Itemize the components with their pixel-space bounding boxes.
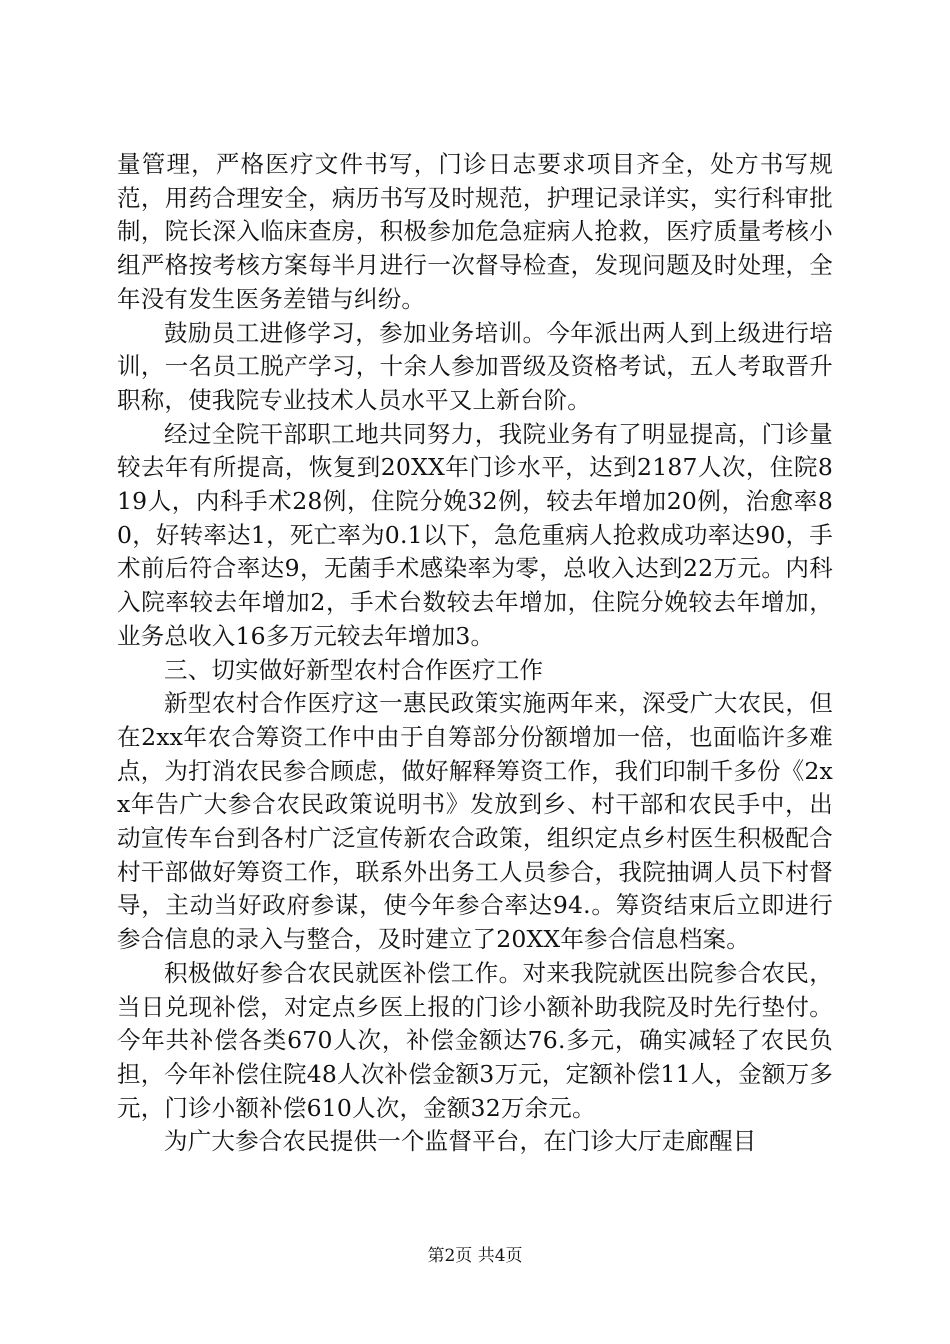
- page-number-footer: 第2页 共4页: [427, 1246, 523, 1266]
- paragraph-compensation-work: 积极做好参合农民就医补偿工作。对来我院就医出院参合农民，当日兑现补偿，对定点乡医上报的门诊小额补助我院及时先行垫付。今年共补偿各类670人次，补偿金额达76.多元，确实减轻了农民负担，今年补偿住院48人次补偿金额3万元，定额补偿11人，金额万多元，门诊小额补偿610人次，金额32万余元。: [117, 958, 833, 1122]
- paragraph-fundraising-work: 新型农村合作医疗这一惠民政策实施两年来，深受广大农民，但在2xx年农合筹资工作中由于自筹部分份额增加一倍，也面临许多难点，为打消农民参合顾虑，做好解释筹资工作，我们印制千多份《2xx年告广大参合农民政策说明书》发放到乡、村干部和农民手中，出动宣传车台到各村广泛宣传新农合政策，组织定点乡村医生积极配合村干部做好筹资工作，联系外出务工人员参合，我院抽调人员下村督导，主动当好政府参谋，使今年参合率达94.。筹资结束后立即进行参合信息的录入与整合，及时建立了20XX年参合信息档案。: [117, 689, 833, 954]
- document-body: [117, 148, 833, 1159]
- paragraph-business-statistics: 经过全院干部职工地共同努力，我院业务有了明显提高，门诊量较去年有所提高，恢复到20XX年门诊水平，达到2187人次，住院819人，内科手术28例，住院分娩32例，较去年增加20例，治愈率80，好转率达1，死亡率为0.1以下，急危重病人抢救成功率达90，手术前后符合率达9，无菌手术感染率为零，总收入达到22万元。内科入院率较去年增加2，手术台数较去年增加，住院分娩较去年增加，业务总收入16多万元较去年增加3。: [117, 419, 833, 650]
- section-heading-rural-cooperative-medical: 三、切实做好新型农村合作医疗工作: [164, 655, 544, 684]
- paragraph-quality-management: 量管理，严格医疗文件书写，门诊日志要求项目齐全，处方书写规范，用药合理安全，病历书写及时规范，护理记录详实，实行科审批制，院长深入临床查房，积极参加危急症病人抢救，医疗质量考核小组严格按考核方案每半月进行一次督导检查，发现问题及时处理，全年没有发生医务差错与纠纷。: [117, 150, 833, 313]
- paragraph-staff-training: 鼓励员工进修学习，参加业务培训。今年派出两人到上级进行培训，一名员工脱产学习，十余人参加晋级及资格考试，五人考取晋升职称，使我院专业技术人员水平又上新台阶。: [117, 318, 833, 414]
- paragraph-supervision-platform: 为广大参合农民提供一个监督平台，在门诊大厅走廊醒目: [164, 1127, 757, 1156]
